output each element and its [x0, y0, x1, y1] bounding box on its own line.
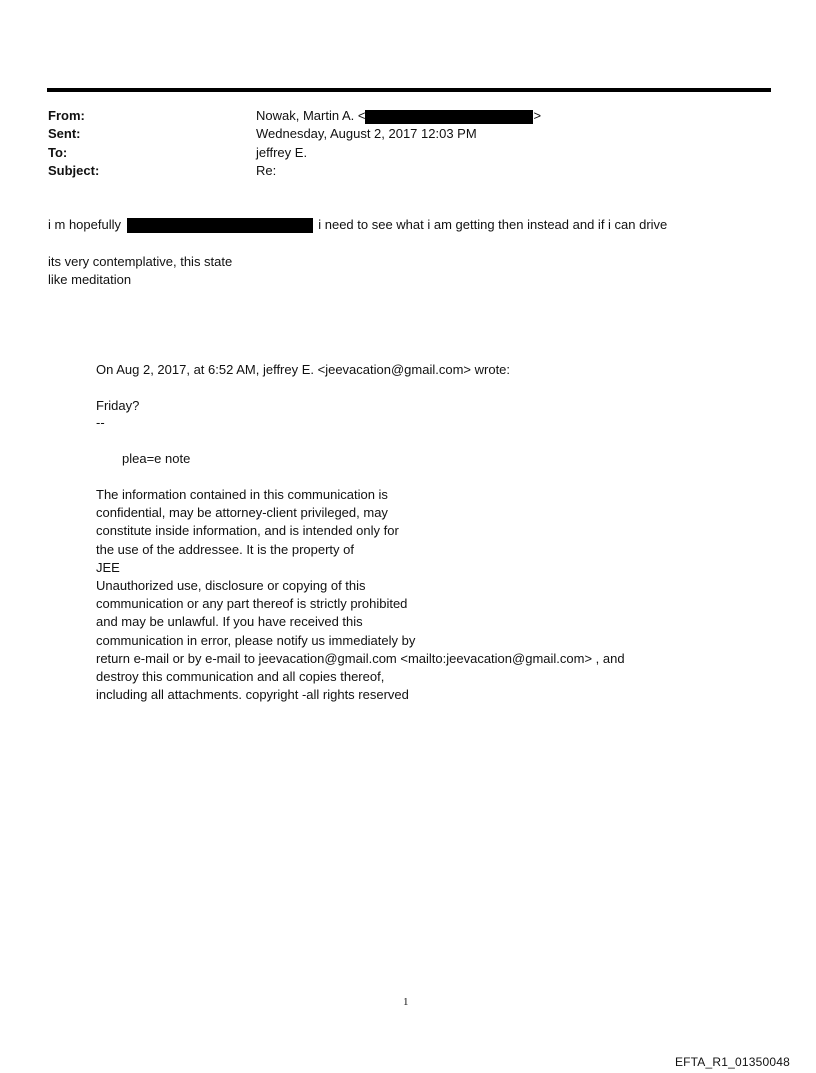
sent-label: Sent: [48, 126, 81, 141]
disclaimer-line: and may be unlawful. If you have received this [96, 614, 363, 630]
bates-number: EFTA_R1_01350048 [674, 1055, 790, 1069]
from-label: From: [48, 108, 85, 123]
body-line-1-start: i m hopefully [48, 217, 121, 232]
disclaimer-line: Unauthorized use, disclosure or copying of this [96, 578, 366, 594]
subject-value: Re: [256, 163, 277, 178]
disclaimer-line: constitute inside information, and is intended only for [96, 523, 399, 539]
body-line-2: its very contemplative, this state [48, 254, 233, 269]
to-value: jeffrey E. [256, 145, 308, 160]
from-name: Nowak, Martin A. < [256, 108, 366, 123]
from-end: > [533, 108, 542, 123]
to-label: To: [48, 145, 68, 160]
disclaimer-line: communication or any part thereof is strictly prohibited [96, 596, 408, 612]
page-number: 1 [403, 996, 409, 1008]
body-line-3: like meditation [48, 272, 132, 287]
disclaimer-line: the use of the addressee. It is the property of [96, 541, 354, 557]
redacted-text [127, 218, 313, 233]
disclaimer-line: JEE [96, 559, 120, 575]
header-rule [47, 88, 771, 92]
quoted-message: Friday? [96, 398, 140, 413]
subject-label: Subject: [48, 163, 100, 178]
redacted-email [365, 110, 533, 124]
disclaimer-line: The information contained in this communication is [96, 487, 388, 502]
signature-separator: -- [96, 415, 105, 430]
sent-value: Wednesday, August 2, 2017 12:03 PM [256, 126, 477, 141]
disclaimer-block [96, 486, 625, 704]
body-line-1 [48, 216, 667, 233]
from-value [256, 108, 541, 124]
disclaimer-line: including all attachments. copyright -all rights reserved [96, 687, 409, 703]
disclaimer-line: confidential, may be attorney-client privileged, may [96, 505, 388, 521]
body-line-1-end: i need to see what i am getting then instead and if i can drive [318, 217, 668, 232]
disclaimer-line: return e-mail or by e-mail to jeevacation@gmail.com <mailto:jeevacation@gmail.com> , and [96, 650, 625, 666]
disclaimer-line: destroy this communication and all copies thereof, [96, 669, 385, 685]
disclaimer-line: communication in error, please notify us immediately by [96, 632, 416, 648]
quoted-note: plea=e note [122, 451, 191, 466]
quoted-intro: On Aug 2, 2017, at 6:52 AM, jeffrey E. <jeevacation@gmail.com> wrote: [96, 362, 511, 377]
